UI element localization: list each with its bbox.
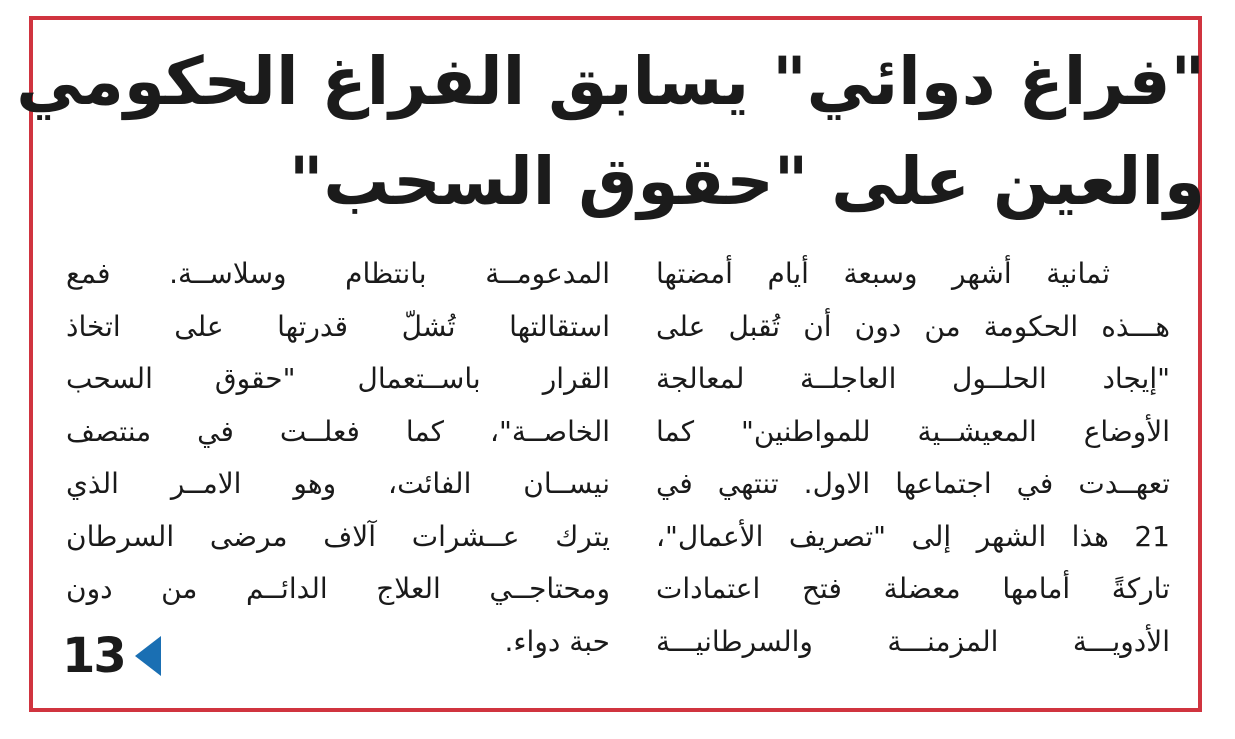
body-line: الأوضاع المعيشــية للمواطنين" كما [656,414,1170,448]
body-line: حبة دواء. [504,624,610,658]
body-line: تاركةً أمامها معضلة فتح اعتمادات [656,572,1170,605]
page-reference [62,628,161,684]
headline-line-2: والعين على "حقوق السحب" [289,143,1205,220]
body-line: الأدويـــة المزمنـــة والسرطانيـــة [656,624,1170,658]
body-line: هـــذه الحكومة من دون أن تُقبل على [656,309,1170,343]
body-line: تعهــدت في اجتماعها الاول. تنتهي في [656,467,1170,500]
triangle-pointer-icon [135,636,161,676]
body-line: المدعومــة بانتظام وسلاســة. فمع [66,257,610,290]
page-number: 13 [62,628,125,684]
body-line: القرار باســتعمال "حقوق السحب [66,362,610,395]
body-line: الخاصــة"، كما فعلــت في منتصف [66,414,610,448]
article-column-right [656,248,1170,668]
body-line: 21 هذا الشهر إلى "تصريف الأعمال"، [656,519,1170,553]
body-line: يترك عــشرات آلاف مرضى السرطان [66,519,610,553]
body-line: ومحتاجــي العلاج الدائــم من دون [66,572,610,605]
article-column-left [66,248,610,668]
body-line: نيســان الفائت، وهو الامــر الذي [66,467,610,500]
body-line: "إيجاد الحلــول العاجلــة لمعالجة [656,362,1170,395]
body-line: استقالتها تُشلّ قدرتها على اتخاذ [66,309,610,343]
article-headline [16,32,1205,232]
body-line: ثمانية أشهر وسبعة أيام أمضتها [656,257,1110,290]
headline-line-1: "فراغ دوائي" يسابق الفراغ الحكومي [16,43,1205,120]
